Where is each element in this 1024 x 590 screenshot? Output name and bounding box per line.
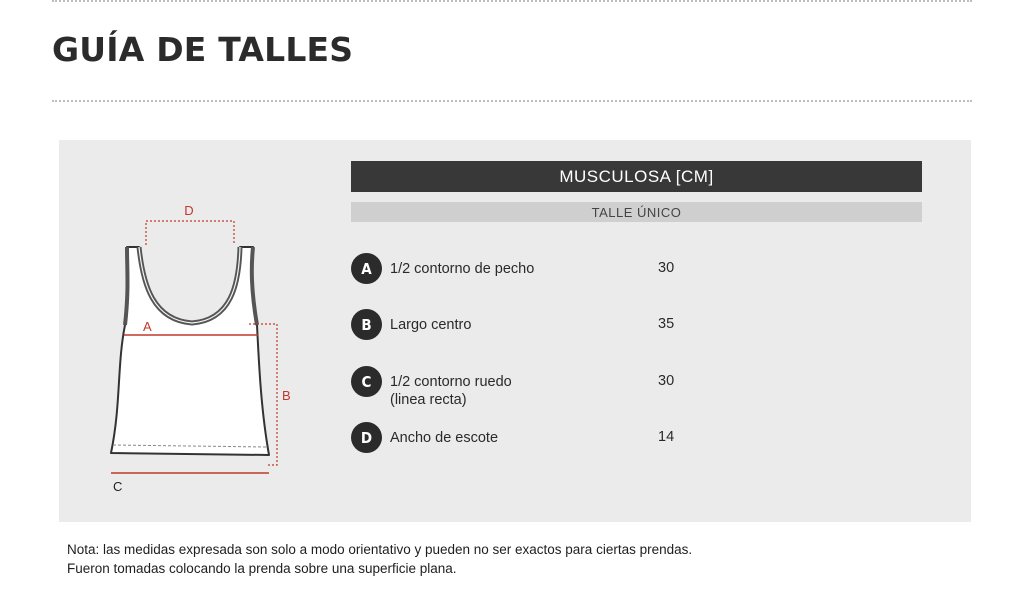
measure-label: [390, 260, 534, 278]
measure-label-line2: (linea recta): [390, 392, 467, 408]
letter-badge: C: [351, 366, 382, 397]
measure-label: [390, 373, 512, 409]
table-row: [351, 422, 922, 456]
size-guide-panel: [59, 140, 971, 522]
table-subheader: TALLE ÚNICO: [351, 202, 922, 222]
measure-label-line1: 1/2 contorno ruedo: [390, 374, 512, 390]
measure-label: [390, 316, 471, 334]
footnote: [67, 540, 692, 578]
letter-badge: B: [351, 309, 382, 340]
measure-value: 30: [658, 260, 675, 276]
left-armhole-binding: [125, 247, 128, 325]
label-b: B: [282, 388, 291, 403]
measure-value: 35: [658, 316, 675, 332]
title-divider: [52, 100, 972, 102]
measure-label-line1: Largo centro: [390, 317, 472, 333]
measure-value: 30: [658, 373, 675, 389]
measure-value: 14: [658, 429, 675, 445]
table-row: [351, 309, 922, 343]
measure-d-line: [146, 221, 234, 245]
table-row: [351, 366, 922, 410]
label-d: D: [184, 203, 194, 218]
table-row: [351, 253, 922, 287]
label-a: A: [143, 319, 152, 334]
top-divider: [52, 0, 972, 2]
tank-top-diagram: [99, 195, 329, 500]
footnote-line2: Fueron tomadas colocando la prenda sobre una superficie plana.: [67, 561, 457, 576]
label-c: C: [113, 479, 123, 494]
table-header: MUSCULOSA [CM]: [351, 161, 922, 192]
measure-label-line1: Ancho de escote: [390, 430, 499, 446]
letter-badge: D: [351, 422, 382, 453]
measure-label: [390, 429, 498, 447]
measure-label-line1: 1/2 contorno de pecho: [390, 261, 535, 277]
letter-badge: A: [351, 253, 382, 284]
page-title: GUÍA DE TALLES: [52, 30, 354, 69]
footnote-line1: Nota: las medidas expresada son solo a modo orientativo y pueden no ser exactos para ciertas prendas.: [67, 542, 693, 557]
garment-outline: [111, 247, 269, 455]
